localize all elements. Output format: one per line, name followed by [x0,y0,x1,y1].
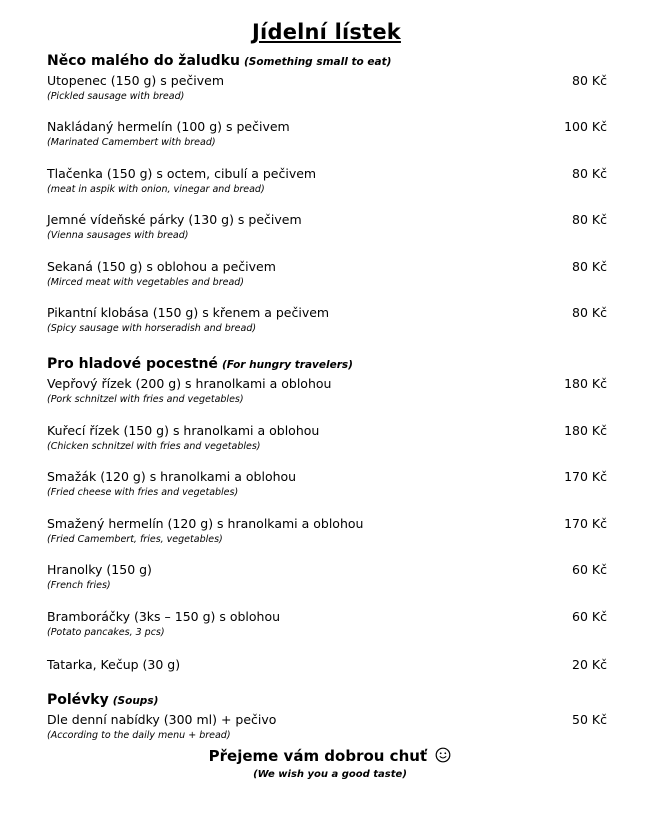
menu-item [47,609,607,639]
item-name: Bramboráčky (3ks – 150 g) s oblohou [47,609,281,624]
item-description: (Pickled sausage with bread) [47,91,185,102]
item-description: (According to the daily menu + bread) [47,730,231,741]
section-subtitle: (For hungry travelers) [221,359,353,371]
item-name: Utopenec (150 g) s pečivem [47,73,224,88]
menu-item [47,657,607,673]
item-description: (meat in aspik with onion, vinegar and bread) [47,184,265,195]
item-description: (Spicy sausage with horseradish and bread) [47,323,257,334]
closing-wish-english: (We wish you a good taste) [253,769,407,780]
menu-item [47,562,607,592]
menu-item [47,212,607,242]
item-name: Sekaná (150 g) s oblohou a pečivem [47,259,276,274]
item-description: (Marinated Camembert with bread) [47,137,216,148]
menu-item [47,516,607,546]
item-price: 80 Kč [572,212,607,227]
menu-item [47,119,607,149]
menu-item [47,259,607,289]
item-description: (Vienna sausages with bread) [47,230,189,241]
section-heading-soups [47,692,158,708]
item-price: 80 Kč [572,73,607,88]
item-name: Vepřový řízek (200 g) s hranolkami a oblohou [47,376,332,391]
menu-item [47,469,607,499]
item-price: 60 Kč [572,609,607,624]
section-subtitle: (Something small to eat) [243,56,392,68]
menu-item [47,376,607,406]
smiley-icon [435,747,451,763]
item-name: Smažák (120 g) s hranolkami a oblohou [47,469,297,484]
item-description: (Pork schnitzel with fries and vegetables) [47,394,244,405]
menu-item [47,423,607,453]
menu-item [47,305,607,335]
item-name: Hranolky (150 g) [47,562,152,577]
closing-wish-text: Přejeme vám dobrou chuť [208,747,428,765]
item-name: Nakládaný hermelín (100 g) s pečivem [47,119,290,134]
item-name: Smažený hermelín (120 g) s hranolkami a oblohou [47,516,364,531]
item-description: (French fries) [47,580,111,591]
item-name: Dle denní nabídky (300 ml) + pečivo [47,712,277,727]
item-price: 20 Kč [572,657,607,672]
item-description: (Potato pancakes, 3 pcs) [47,627,165,638]
item-description: (Fried Camembert, fries, vegetables) [47,534,223,545]
item-description: (Mirced meat with vegetables and bread) [47,277,245,288]
item-price: 180 Kč [564,423,607,438]
footer [0,747,653,780]
item-price: 60 Kč [572,562,607,577]
section-title: Polévky [47,692,109,708]
item-price: 170 Kč [564,516,607,531]
item-price: 100 Kč [564,119,607,134]
item-name: Kuřecí řízek (150 g) s hranolkami a oblohou [47,423,320,438]
item-description: (Fried cheese with fries and vegetables) [47,487,239,498]
page-title: Jídelní lístek [252,20,401,44]
item-description: (Chicken schnitzel with fries and vegetables) [47,441,261,452]
item-name: Tlačenka (150 g) s octem, cibulí a pečivem [47,166,317,181]
item-name: Pikantní klobása (150 g) s křenem a pečivem [47,305,330,320]
item-price: 80 Kč [572,305,607,320]
item-price: 170 Kč [564,469,607,484]
item-name: Tatarka, Kečup (30 g) [47,657,181,672]
item-price: 180 Kč [564,376,607,391]
menu-item [47,166,607,196]
menu-item [47,73,607,103]
section-title: Pro hladové pocestné [47,356,218,372]
item-name: Jemné vídeňské párky (130 g) s pečivem [47,212,302,227]
item-price: 80 Kč [572,259,607,274]
section-heading-hungry-travelers [47,356,353,372]
item-price: 50 Kč [572,712,607,727]
closing-wish [0,747,653,765]
section-heading-small-food [47,53,391,69]
menu-item [47,712,607,742]
section-subtitle: (Soups) [112,695,159,707]
item-price: 80 Kč [572,166,607,181]
section-title: Něco malého do žaludku [47,53,240,69]
